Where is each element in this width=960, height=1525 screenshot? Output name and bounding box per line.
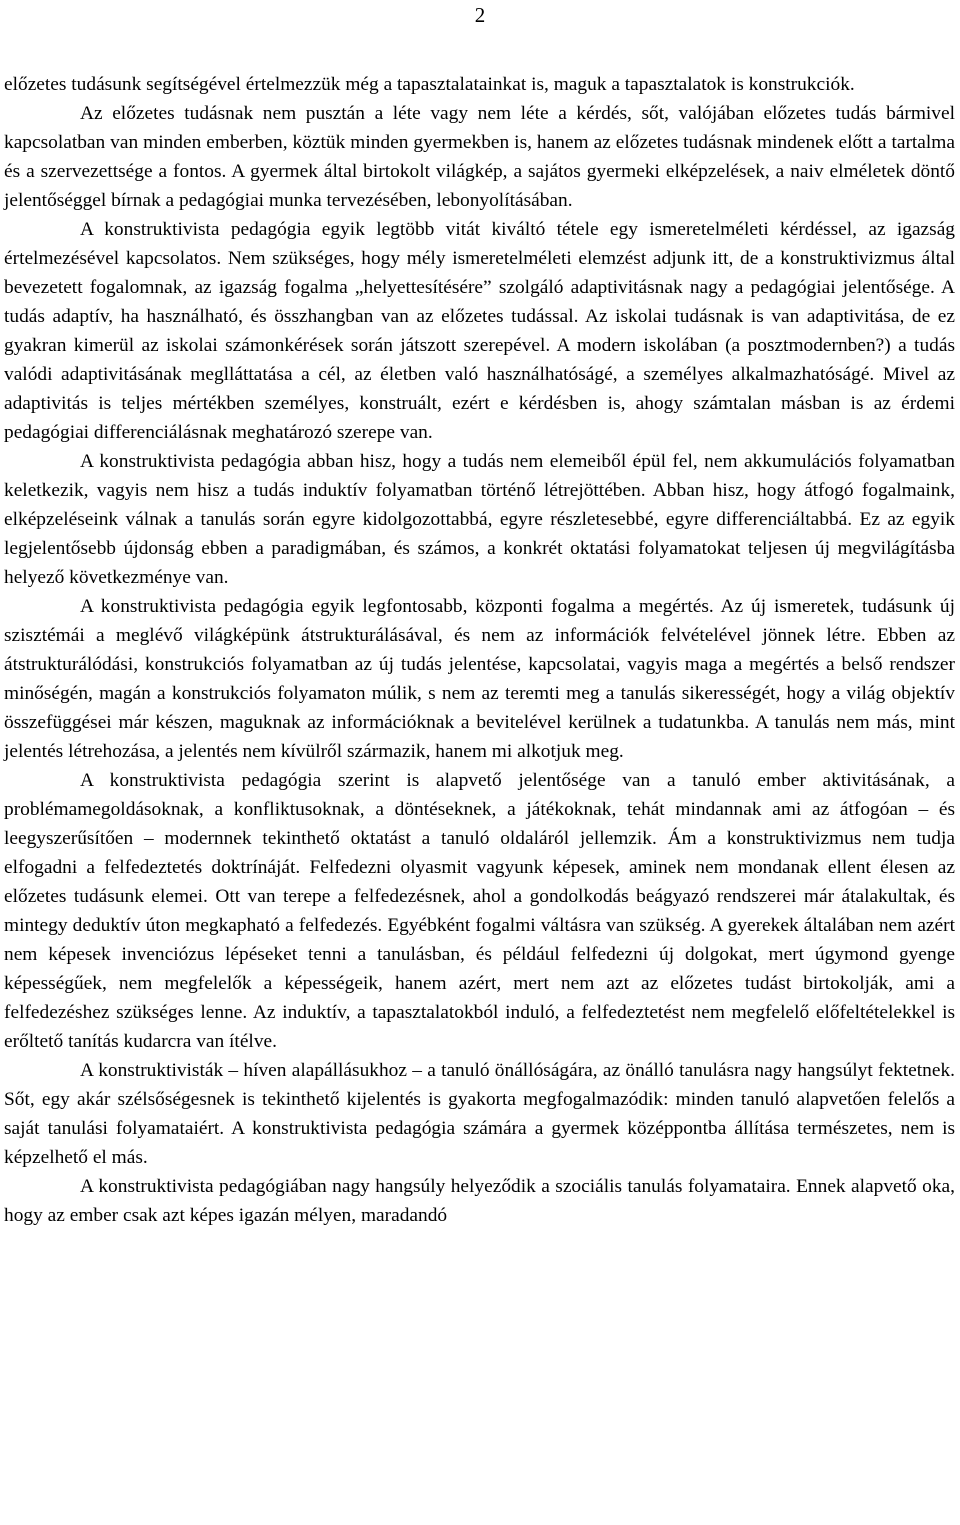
paragraph: A konstruktivisták – híven alapállásukhoz – a tanuló önállóságára, az önálló tanulásra nagy hangsúlyt fektetnek. Sőt, egy akár szélsőségesnek is tekinthető kijelentés is gyakorta megfogalmazódik: minden tanuló alapvetően felelős a saját tanulási folyamataiért. A konstruktivista pedagógia számára a gyermek középpontba állítása természetes, nem is képzelhető el más. [4,1060,955,1168]
paragraph: A konstruktivista pedagógia szerint is alapvető jelentősége van a tanuló ember aktivitásának, a problémamegoldásoknak, a konfliktusoknak, a döntéseknek, a játékoknak, tehát mindannak ami az átfogóan – és leegyszerűsítően – modernnek tekinthető oktatást a tanuló oldaláról jellemzik. Ám a konstruktivizmus nem tudja elfogadni a felfedeztetés doktrínáját. Felfedezni olyasmit vagyunk képesek, aminek nem mondanak ellent élesen az előzetes tudásunk elemei. Ott van terepe a felfedezésnek, ahol a gondolkodás beágyazó rendszerei már átalakultak, és mintegy deduktív úton megkapható a felfedezés. Egyébként fogalmi váltásra van szükség. A gyerekek általában nem azért nem képesek invenciózus lépéseket tenni a tanulásban, és például felfedezni új dolgokat, mert úgymond gyenge képességűek, nem megfelelők a képességeik, hanem azért, mert nem azt az előzetes tudást birtokolják, ami a felfedezéshez szükséges lenne. Az induktív, a tapasztalatokból induló, a felfedeztetést nem megfelelő előfeltételekkel is erőltető tanítás kudarcra van ítélve. [4,770,955,1052]
paragraph: A konstruktivista pedagógia egyik legfontosabb, központi fogalma a megértés. Az új ismeretek, tudásunk új szisztémái a meglévő világképünk átstrukturálásával, és nem az információk felvételével jönnek létre. Ebben az átstrukturálódási, konstrukciós folyamatban az új tudás jelentése, kapcsolatai, vagyis maga a megértés a belső rendszer minőségén, magán a konstrukciós folyamaton múlik, s nem az teremti meg a tanulás sikerességét, hogy a világ objektív összefüggései már készen, maguknak az információknak a bevitelével kerülnek a tudatunkba. A tanulás nem más, mint jelentés létrehozása, a jelentés nem kívülről származik, hanem mi alkotjuk meg. [4,596,955,762]
page-number: 2 [474,3,486,27]
paragraph: Az előzetes tudásnak nem pusztán a léte vagy nem léte a kérdés, sőt, valójában előzetes tudás bármivel kapcsolatban van minden emberben, köztük minden gyermekben is, hanem az előzetes tudásnak mindenek előtt a tartalma és a szervezettsége a fontos. A gyermek által birtokolt világkép, a sajátos gyermeki elképzelések, a naiv elméletek döntő jelentőséggel bírnak a pedagógiai munka tervezésében, lebonyolításában. [4,103,955,211]
paragraph: A konstruktivista pedagógiában nagy hangsúly helyeződik a szociális tanulás folyamataira. Ennek alapvető oka, hogy az ember csak azt képes igazán mélyen, maradandó [4,1176,955,1226]
paragraph: A konstruktivista pedagógia egyik legtöbb vitát kiváltó tétele egy ismeretelméleti kérdéssel, az igazság értelmezésével kapcsolatos. Nem szükséges, hogy mély ismeretelméleti elemzést adjunk itt, de a konstruktivizmus által bevezetett fogalomnak, az igazság fogalma „helyettesítésére” szolgáló adaptivitásnak nagy a pedagógiai jelentősége. A tudás adaptív, ha használható, és összhangban van az előzetes tudással. Az iskolai tudásnak is van adaptivitása, de ez gyakran kimerül az iskolai számonkérések során játszott szerepével. A modern iskolában (a posztmodernben?) a tudás valódi adaptivitásának meglláttatása a cél, az életben való használhatóságé, a személyes alkalmazhatóságé. Mivel az adaptivitás is teljes mértékben személyes, konstruált, ezért e kérdésben is, ahogy számtalan másban is az érdemi pedagógiai differenciálásnak meghatározó szerepe van. [4,219,955,443]
paragraph: előzetes tudásunk segítségével értelmezzük még a tapasztalatainkat is, maguk a tapasztalatok is konstrukciók. [4,74,855,95]
document-body [4,70,955,1230]
paragraph: A konstruktivista pedagógia abban hisz, hogy a tudás nem elemeiből épül fel, nem akkumulációs folyamatban keletkezik, vagyis nem hisz a tudás induktív folyamatban történő létrejöttében. Abban hisz, hogy átfogó fogalmaink, elképzeléseink válnak a tanulás során egyre kidolgozottabbá, egyre részletesebbé, egyre differenciáltabbá. Ez az egyik legjelentősebb újdonság ebben a paradigmában, és számos, a konkrét oktatási folyamatokat teljesen új megvilágításba helyező következménye van. [4,451,955,588]
